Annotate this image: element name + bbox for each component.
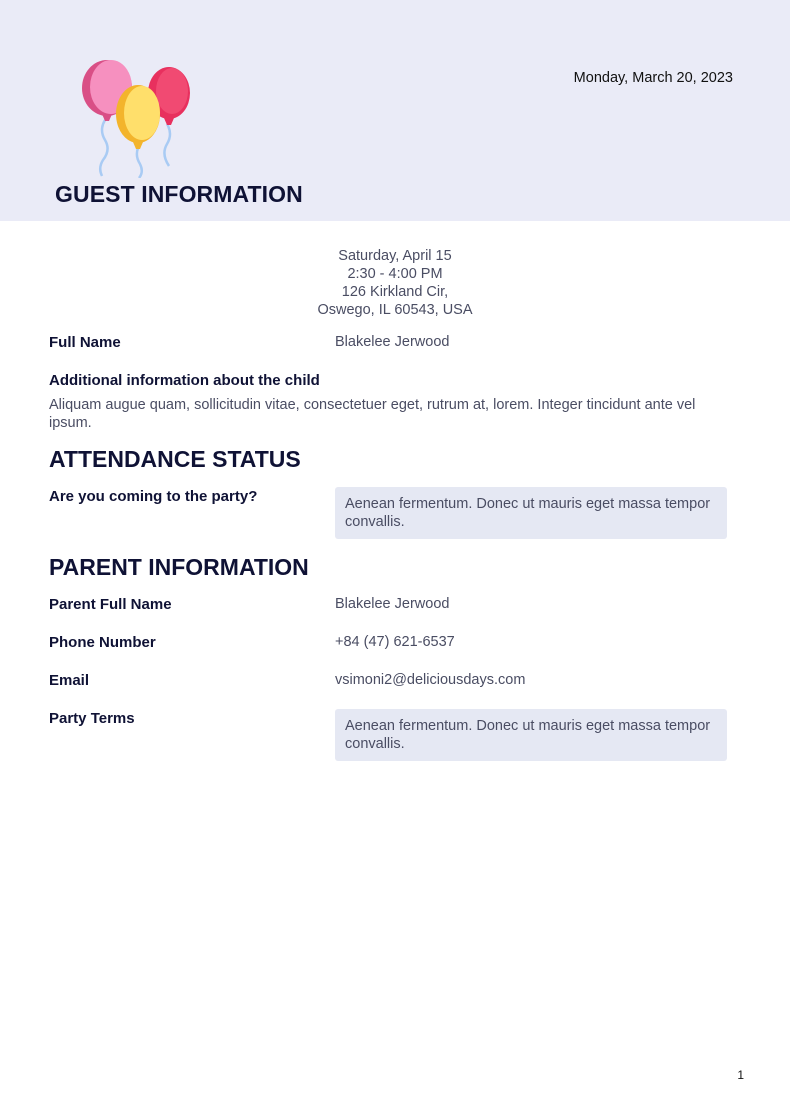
parent-section-title: PARENT INFORMATION bbox=[49, 554, 309, 580]
attendance-answer-box: Aenean fermentum. Donec ut mauris eget massa tempor convallis. bbox=[335, 487, 727, 539]
additional-info-text: Aliquam augue quam, sollicitudin vitae, consectetuer eget, rutrum at, lorem. Integer tincidunt ante vel ipsum. bbox=[49, 397, 696, 431]
parent-name-label: Parent Full Name bbox=[49, 596, 172, 613]
attendance-section-title: ATTENDANCE STATUS bbox=[49, 446, 301, 472]
attendance-question-label: Are you coming to the party? bbox=[49, 488, 258, 505]
event-date: Saturday, April 15 bbox=[338, 248, 452, 264]
page-title: GUEST INFORMATION bbox=[55, 181, 303, 207]
party-terms-box: Aenean fermentum. Donec ut mauris eget massa tempor convallis. bbox=[335, 709, 727, 761]
event-address-city: Oswego, IL 60543, USA bbox=[317, 302, 473, 318]
document-date: Monday, March 20, 2023 bbox=[573, 70, 733, 86]
balloons-icon bbox=[76, 58, 196, 178]
email-value: vsimoni2@deliciousdays.com bbox=[335, 672, 526, 688]
party-terms-label: Party Terms bbox=[49, 710, 135, 727]
event-details bbox=[0, 247, 790, 319]
additional-info-label: Additional information about the child bbox=[49, 372, 320, 389]
event-address-street: 126 Kirkland Cir, bbox=[341, 284, 449, 300]
page-number: 1 bbox=[737, 1068, 744, 1082]
full-name-label: Full Name bbox=[49, 334, 121, 351]
email-label: Email bbox=[49, 672, 90, 689]
event-time: 2:30 - 4:00 PM bbox=[347, 266, 443, 282]
parent-name-value: Blakelee Jerwood bbox=[335, 596, 450, 612]
full-name-value: Blakelee Jerwood bbox=[335, 334, 450, 350]
phone-label: Phone Number bbox=[49, 634, 156, 651]
header-band bbox=[0, 0, 790, 221]
phone-value: +84 (47) 621-6537 bbox=[335, 634, 455, 650]
